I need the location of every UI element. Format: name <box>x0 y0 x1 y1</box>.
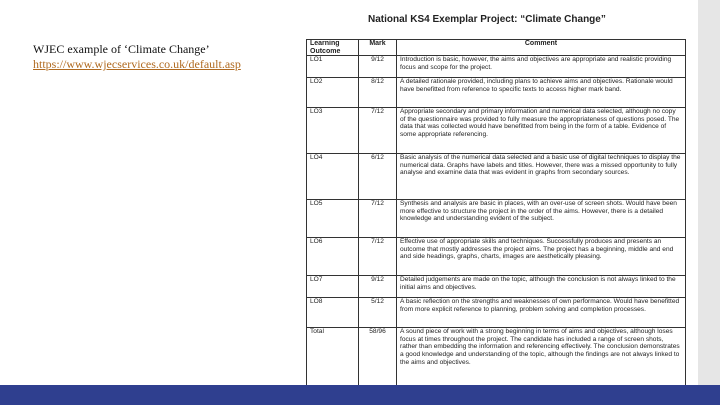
cell-comment: Detailed judgements are made on the topic, although the conclusion is not always linked to the initial aims and objectives. <box>397 276 686 298</box>
table-row <box>307 238 686 276</box>
cell-lo: LO4 <box>307 154 359 200</box>
cell-lo: LO6 <box>307 238 359 276</box>
table-row <box>307 56 686 78</box>
header-learning-outcome: Learning Outcome <box>307 40 359 56</box>
cell-mark: 7/12 <box>359 200 397 238</box>
cell-lo: LO1 <box>307 56 359 78</box>
table-row <box>307 154 686 200</box>
assessment-table <box>306 39 686 390</box>
cell-comment: Introduction is basic, however, the aims and objectives are appropriate and realistic providing focus and scope for the project. <box>397 56 686 78</box>
cell-lo: LO8 <box>307 298 359 328</box>
cell-mark: 8/12 <box>359 78 397 108</box>
cell-mark: 7/12 <box>359 108 397 154</box>
header-mark: Mark <box>359 40 397 56</box>
table-row <box>307 328 686 390</box>
cell-mark: 7/12 <box>359 238 397 276</box>
table-row <box>307 200 686 238</box>
cell-comment: Effective use of appropriate skills and techniques. Successfully produces and presents an outcome that mostly addresses the project aims. The project has a beginning, middle and end and side headings, graphs, charts, images are aesthetically pleasing. <box>397 238 686 276</box>
bottom-bar <box>0 385 720 405</box>
table-row <box>307 276 686 298</box>
cell-lo: LO2 <box>307 78 359 108</box>
table-header-row <box>307 40 686 56</box>
cell-comment: A detailed rationale provided, including plans to achieve aims and objectives. Rationale would have benefitted from reference to specific texts to access higher mark band. <box>397 78 686 108</box>
cell-lo: LO7 <box>307 276 359 298</box>
cell-comment: A basic reflection on the strengths and weaknesses of own performance. Would have benefitted from more explicit reference to planning, problem solving and completion processes. <box>397 298 686 328</box>
table-row <box>307 78 686 108</box>
cell-lo: LO5 <box>307 200 359 238</box>
table-row <box>307 108 686 154</box>
document-image <box>288 0 698 385</box>
cell-comment: Appropriate secondary and primary information and numerical data selected, although no copy of the questionnaire was provided to fully measure the appropriateness of questions posed. The data that was collected would have benefitted from being in the form of a table. Evidence of some appropriate referencing. <box>397 108 686 154</box>
document-title: National KS4 Exemplar Project: “Climate Change” <box>368 14 606 25</box>
cell-comment: A sound piece of work with a strong beginning in terms of aims and objectives, although loses focus at times throughout the project. The candidate has included a range of screen shots, rather than embedding the information and referencing effectively. The conclusion demonstrates a good knowledge and understanding of the topic, although the findings are not always linked to the aims and objectives. <box>397 328 686 390</box>
cell-lo: LO3 <box>307 108 359 154</box>
header-comment: Comment <box>397 40 686 56</box>
wjec-link[interactable]: https://www.wjecservices.co.uk/default.asp <box>33 57 241 71</box>
slide-left-panel <box>0 0 285 385</box>
cell-mark: 9/12 <box>359 276 397 298</box>
cell-mark: 5/12 <box>359 298 397 328</box>
cell-mark: 6/12 <box>359 154 397 200</box>
cell-mark: 58/96 <box>359 328 397 390</box>
cell-mark: 9/12 <box>359 56 397 78</box>
cell-comment: Synthesis and analysis are basic in places, with an over-use of screen shots. Would have been more effective to structure the project in the order of the aims. However, there is a detailed knowledge and understanding evident of the subject. <box>397 200 686 238</box>
cell-lo: Total <box>307 328 359 390</box>
right-edge-strip <box>698 0 720 385</box>
slide-title: WJEC example of ‘Climate Change’ <box>33 42 210 56</box>
cell-comment: Basic analysis of the numerical data selected and a basic use of digital techniques to display the numerical data. Graphs have labels and titles. However, there was a missed opportunity to fully analyse and examine data that was evident in graphs from secondary sources. <box>397 154 686 200</box>
table-row <box>307 298 686 328</box>
